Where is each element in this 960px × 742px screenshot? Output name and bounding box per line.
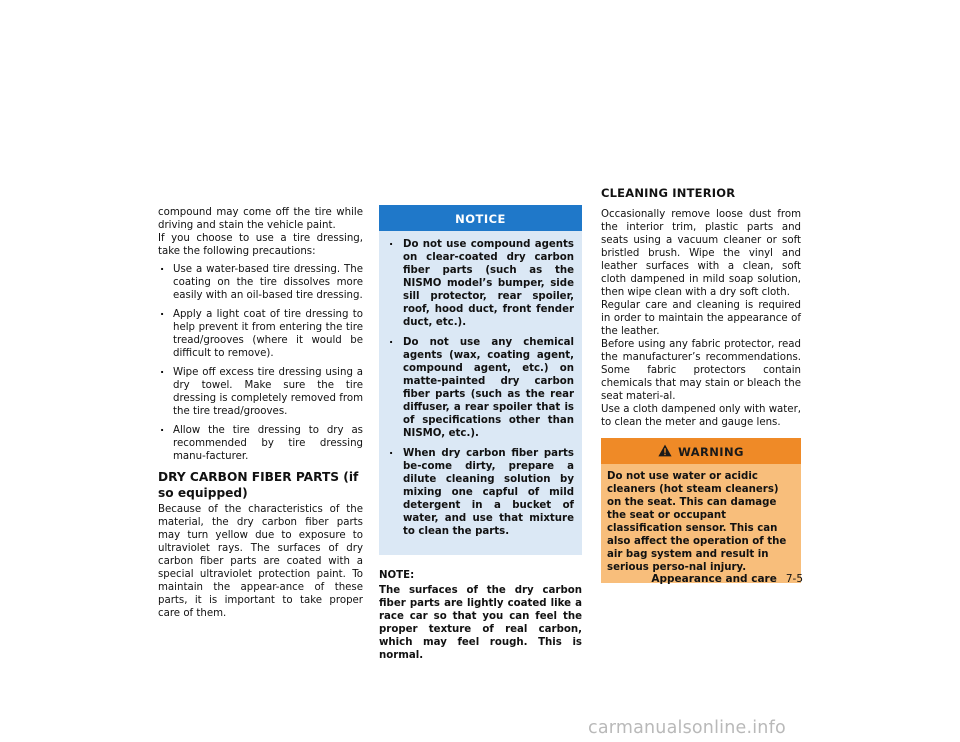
notice-list: [387, 238, 574, 538]
warning-header: [601, 438, 801, 464]
paragraph: Use a cloth dampened only with water, to clean the meter and gauge lens.: [601, 404, 801, 428]
warning-triangle-icon: [658, 444, 672, 457]
list-item: . Do not use compound agents on clear-coated dry carbon fiber parts (such as the NISMO model’s bumper, side sill protector, rear spoiler, roof, hood duct, front fender duct, etc.).: [387, 238, 574, 329]
warning-title: WARNING: [678, 445, 744, 459]
right-column: [601, 208, 801, 583]
middle-column: [379, 205, 582, 662]
section-heading-dry-carbon: DRY CARBON FIBER PARTS (if so equipped): [158, 470, 359, 500]
list-item: . When dry carbon fiber parts be-come dirty, prepare a dilute cleaning solution by mixing one capful of mild detergent in a bucket of water, and use that mixture to clean the parts.: [387, 447, 574, 538]
list-item: . Allow the tire dressing to dry as recommended by tire dressing manu-facturer.: [158, 424, 363, 463]
intro-paragraph: If you choose to use a tire dressing, take the following precautions:: [158, 233, 363, 257]
page-footer: [600, 573, 803, 585]
section-heading-cleaning-interior: CLEANING INTERIOR: [601, 186, 736, 200]
paragraph: Occasionally remove loose dust from the interior trim, plastic parts and seats using a vacuum cleaner or soft bristled brush. Wipe the vinyl and leather surfaces with a clean, soft cloth dampened in mild soap solution, then wipe clean with a dry soft cloth.: [601, 209, 801, 298]
footer-section-title: Appearance and care: [651, 573, 777, 585]
notice-box: [379, 205, 582, 555]
list-item: . Use a water-based tire dressing. The coating on the tire dissolves more easily with an oil-based tire dressing.: [158, 263, 363, 302]
note-label: NOTE:: [379, 570, 415, 581]
warning-box: [601, 438, 801, 583]
list-item: . Do not use any chemical agents (wax, coating agent, compound agent, etc.) on matte-painted dry carbon fiber parts (such as the rear diffuser, a rear spoiler that is of specifications other than NISMO, etc.).: [387, 336, 574, 440]
page-number: 7-5: [785, 573, 803, 585]
section-body: Because of the characteristics of the material, the dry carbon fiber parts may turn yellow due to exposure to ultraviolet rays. The surfaces of dry carbon fiber parts are coated with a special ultraviolet protection paint. To maintain the appear-ance of these parts, it is important to take proper care of them.: [158, 504, 363, 619]
tire-dressing-list: [158, 263, 363, 463]
intro-paragraph: compound may come off the tire while driving and stain the vehicle paint.: [158, 207, 363, 231]
list-item: . Apply a light coat of tire dressing to help prevent it from entering the tire tread/grooves (where it would be difficult to remove).: [158, 308, 363, 360]
warning-text: Do not use water or acidic cleaners (hot steam cleaners) on the seat. This can damage the seat or occupant classification sensor. This can also affect the operation of the air bag system and result in serious perso-nal injury.: [607, 471, 787, 573]
note-text: The surfaces of the dry carbon fiber parts are lightly coated like a race car so that you can feel the proper texture of real carbon, which may feel rough. This is normal.: [379, 585, 582, 661]
list-item: . Wipe off excess tire dressing using a dry towel. Make sure the tire dressing is completely removed from the tire tread/grooves.: [158, 366, 363, 418]
notice-title: NOTICE: [379, 205, 582, 231]
paragraph: Regular care and cleaning is required in order to maintain the appearance of the leather.: [601, 300, 801, 337]
left-column: [158, 206, 363, 620]
watermark: carmanualsonline.info: [588, 718, 786, 738]
paragraph: Before using any fabric protector, read the manufacturer’s recommendations. Some fabric protectors contain chemicals that may stain or bleach the seat materi-al.: [601, 339, 801, 402]
